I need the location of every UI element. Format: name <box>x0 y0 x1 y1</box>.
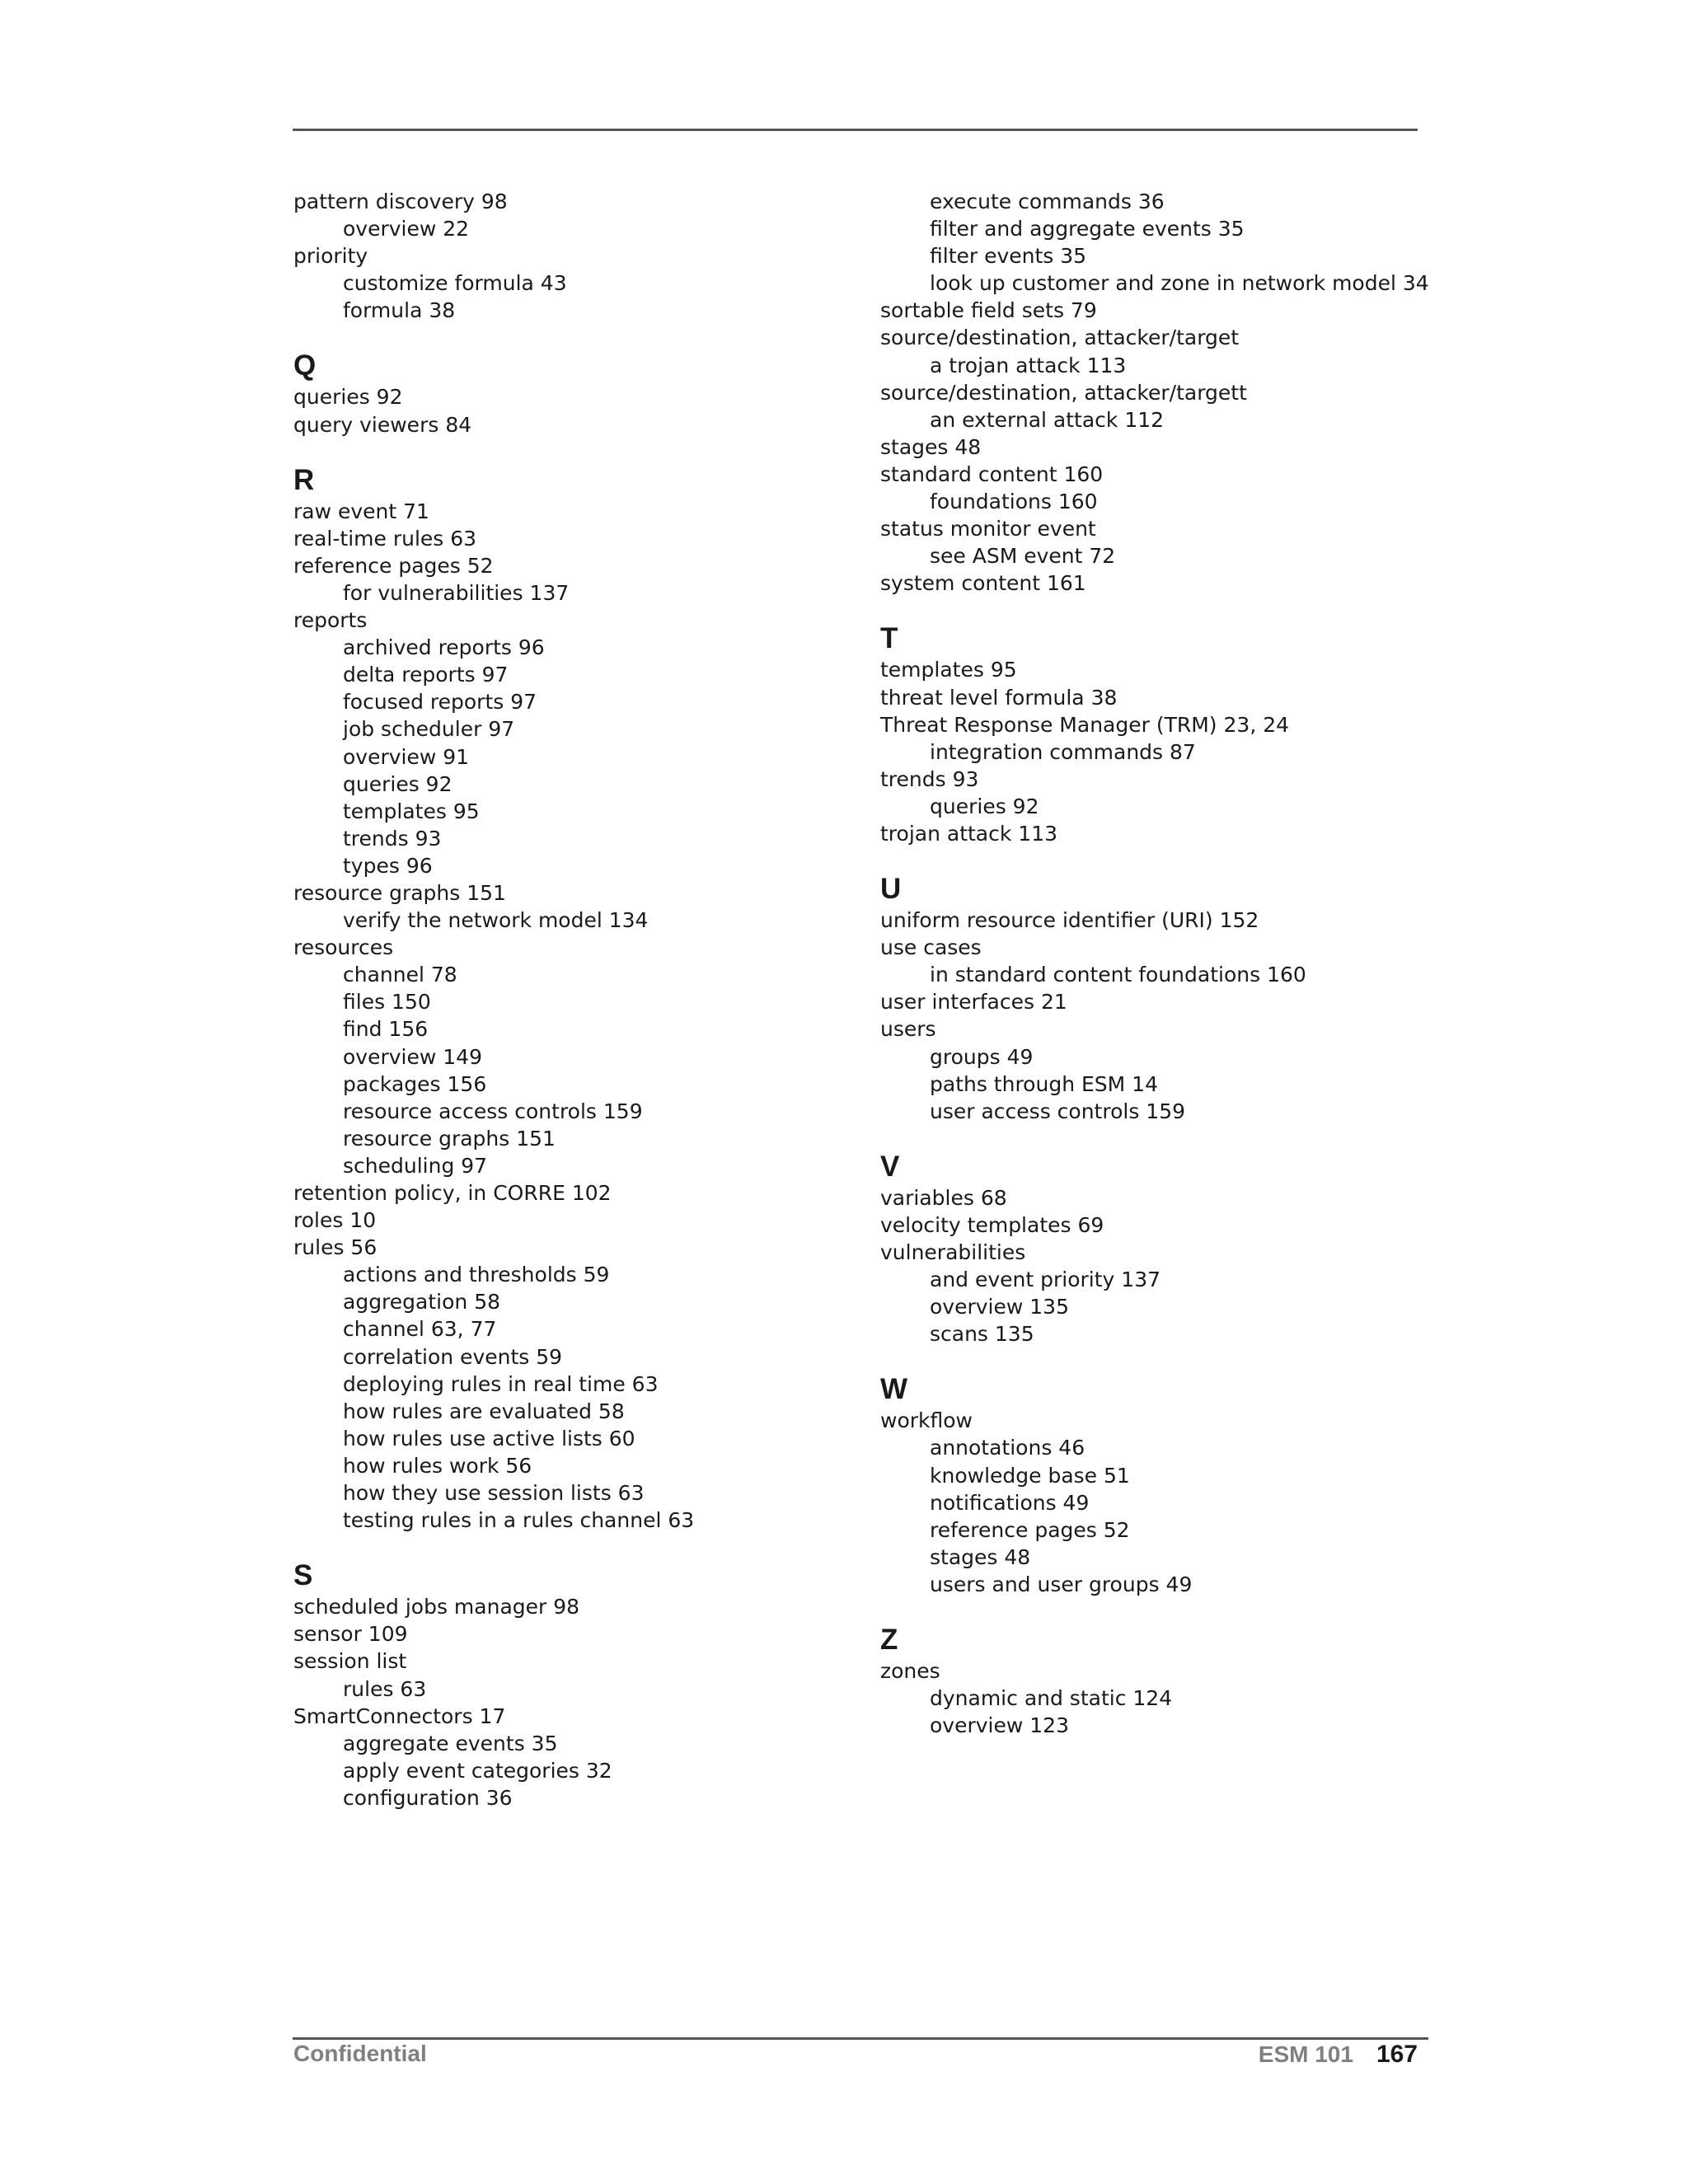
index-subentry: formula 38 <box>343 298 456 323</box>
index-subentry: dynamic and static 124 <box>930 1686 1173 1711</box>
footer-rule <box>293 2037 1428 2040</box>
index-subentry: deploying rules in real time 63 <box>343 1371 659 1396</box>
index-subentry: how rules are evaluated 58 <box>343 1399 625 1423</box>
index-subentry: resource access controls 159 <box>343 1099 643 1123</box>
index-entry: scheduled jobs manager 98 <box>293 1595 580 1619</box>
index-entry: Threat Response Manager (TRM) 23, 24 <box>880 712 1290 737</box>
index-subentry: reference pages 52 <box>930 1517 1130 1542</box>
index-section-letter: T <box>880 622 898 655</box>
index-subentry: find 156 <box>343 1017 429 1042</box>
index-subentry: see ASM event 72 <box>930 544 1116 569</box>
index-subentry: types 96 <box>343 853 433 878</box>
index-section-letter: R <box>293 463 315 496</box>
index-subentry: actions and thresholds 59 <box>343 1263 610 1287</box>
index-entry: priority <box>293 244 368 269</box>
index-subentry: how they use session lists 63 <box>343 1481 645 1506</box>
index-subentry: user access controls 159 <box>930 1099 1186 1123</box>
index-subentry: knowledge base 51 <box>930 1463 1130 1488</box>
index-entry: rules 56 <box>293 1235 377 1260</box>
index-subentry: for vulnerabilities 137 <box>343 580 570 605</box>
footer-doc-title: ESM 101 <box>1258 2041 1353 2067</box>
index-subentry: testing rules in a rules channel 63 <box>343 1508 695 1533</box>
index-entry: source/destination, attacker/target <box>880 326 1240 350</box>
index-section-letter: Z <box>880 1624 898 1657</box>
index-entry: retention policy, in CORRE 102 <box>293 1181 612 1205</box>
index-subentry: and event priority 137 <box>930 1268 1161 1292</box>
index-section-letter: W <box>880 1373 908 1406</box>
index-subentry: files 150 <box>343 990 431 1015</box>
index-subentry: apply event categories 32 <box>343 1758 612 1783</box>
index-subentry: correlation events 59 <box>343 1344 563 1369</box>
index-entry: zones <box>880 1659 940 1684</box>
index-column-left <box>293 188 870 1811</box>
index-subentry: job scheduler 97 <box>343 717 515 742</box>
index-entry: reports <box>293 608 368 633</box>
index-entry: raw event 71 <box>293 499 429 523</box>
index-subentry: groups 49 <box>930 1044 1034 1069</box>
index-entry: roles 10 <box>293 1208 377 1233</box>
footer-confidential: Confidential <box>293 2041 427 2066</box>
index-entry: trends 93 <box>880 766 979 791</box>
index-subentry: notifications 49 <box>930 1490 1090 1515</box>
index-subentry: overview 91 <box>343 744 470 769</box>
index-entry: trojan attack 113 <box>880 821 1058 846</box>
index-entry: use cases <box>880 935 982 960</box>
index-column-right <box>880 188 1457 1739</box>
index-entry: vulnerabilities <box>880 1240 1026 1264</box>
index-entry: uniform resource identifier (URI) 152 <box>880 908 1259 933</box>
index-subentry: how rules use active lists 60 <box>343 1426 635 1451</box>
index-subentry: integration commands 87 <box>930 739 1196 764</box>
index-entry: status monitor event <box>880 517 1096 541</box>
index-section-letter: V <box>880 1150 900 1183</box>
index-subentry: aggregation 58 <box>343 1290 501 1315</box>
index-subentry: in standard content foundations 160 <box>930 963 1306 987</box>
index-subentry: annotations 46 <box>930 1436 1085 1460</box>
index-entry: resource graphs 151 <box>293 880 506 905</box>
index-entry: templates 95 <box>880 658 1017 682</box>
index-subentry: scans 135 <box>930 1322 1034 1347</box>
index-entry: variables 68 <box>880 1185 1007 1210</box>
page-number: 167 <box>1376 2041 1418 2068</box>
index-entry: threat level formula 38 <box>880 685 1118 710</box>
index-subentry: an external attack 112 <box>930 407 1165 432</box>
index-subentry: how rules work 56 <box>343 1453 532 1478</box>
index-subentry: queries 92 <box>343 771 452 796</box>
index-subentry: configuration 36 <box>343 1785 513 1810</box>
index-entry: reference pages 52 <box>293 553 494 578</box>
index-entry: users <box>880 1017 936 1042</box>
index-subentry: overview 135 <box>930 1295 1069 1319</box>
index-entry: real-time rules 63 <box>293 526 477 551</box>
index-subentry: resource graphs 151 <box>343 1126 556 1151</box>
index-entry: sensor 109 <box>293 1622 408 1647</box>
index-subentry: foundations 160 <box>930 490 1098 514</box>
index-subentry: filter and aggregate events 35 <box>930 217 1245 241</box>
index-entry: user interfaces 21 <box>880 990 1067 1015</box>
index-subentry: archived reports 96 <box>343 635 545 660</box>
index-subentry: filter events 35 <box>930 244 1087 269</box>
index-subentry: users and user groups 49 <box>930 1572 1193 1596</box>
index-entry: velocity templates 69 <box>880 1212 1104 1237</box>
index-subentry: overview 123 <box>930 1713 1069 1738</box>
index-subentry: a trojan attack 113 <box>930 353 1127 377</box>
index-subentry: channel 78 <box>343 963 457 987</box>
index-subentry: templates 95 <box>343 799 480 823</box>
index-entry: system content 161 <box>880 571 1086 596</box>
index-subentry: overview 22 <box>343 217 470 241</box>
index-subentry: paths through ESM 14 <box>930 1071 1158 1096</box>
index-entry: resources <box>293 935 394 960</box>
index-section-letter: S <box>293 1559 313 1592</box>
index-entry: queries 92 <box>293 385 403 410</box>
index-entry: session list <box>293 1649 407 1674</box>
index-subentry: delta reports 97 <box>343 663 509 687</box>
index-subentry: execute commands 36 <box>930 190 1165 213</box>
footer-page-info <box>1259 2041 1418 2069</box>
index-entry: stages 48 <box>880 434 982 459</box>
index-entry: SmartConnectors 17 <box>293 1704 506 1728</box>
header-rule <box>293 129 1418 131</box>
index-entry: query viewers 84 <box>293 412 472 437</box>
index-entry: workflow <box>880 1408 973 1433</box>
index-subentry: look up customer and zone in network model 34 <box>930 271 1429 296</box>
index-subentry: verify the network model 134 <box>343 908 649 933</box>
index-entry: standard content 160 <box>880 462 1104 486</box>
index-subentry: focused reports 97 <box>343 690 537 715</box>
index-subentry: trends 93 <box>343 826 442 851</box>
index-subentry: aggregate events 35 <box>343 1731 558 1755</box>
index-subentry: packages 156 <box>343 1071 487 1096</box>
index-subentry: channel 63, 77 <box>343 1317 497 1342</box>
index-subentry: stages 48 <box>930 1544 1031 1569</box>
index-subentry: queries 92 <box>930 794 1039 818</box>
index-subentry: rules 63 <box>343 1676 427 1701</box>
index-subentry: overview 149 <box>343 1044 482 1069</box>
index-subentry: scheduling 97 <box>343 1153 488 1178</box>
index-section-letter: U <box>880 873 902 906</box>
index-entry: pattern discovery 98 <box>293 190 508 213</box>
index-entry: source/destination, attacker/targett <box>880 380 1247 405</box>
index-section-letter: Q <box>293 349 316 382</box>
index-subentry: customize formula 43 <box>343 271 567 296</box>
index-entry: sortable field sets 79 <box>880 298 1097 323</box>
